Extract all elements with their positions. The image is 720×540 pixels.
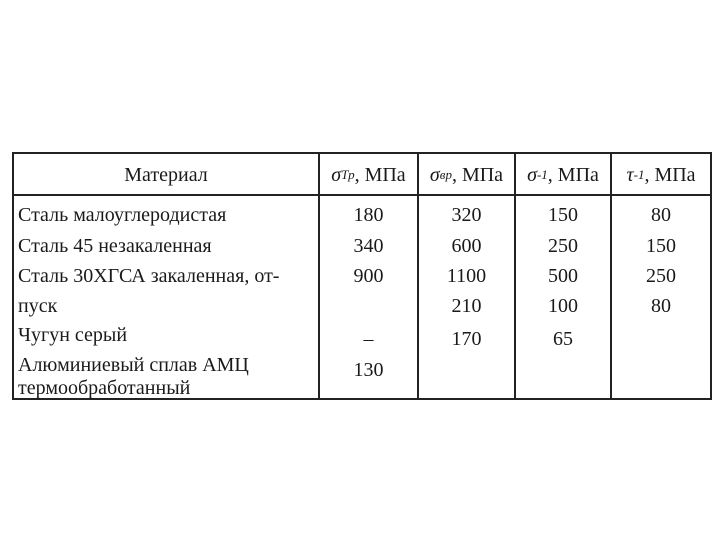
table-row-material: Сталь 45 незакаленная [18,235,212,257]
header-tau-minus1: τ -1 , МПа [626,163,696,186]
table-cell: 80 [651,204,671,226]
table-cell: – [363,328,374,350]
table-cell: 340 [353,235,384,257]
table-cell: 1100 [446,265,487,287]
table-cell: 170 [451,328,482,350]
table-cell: 150 [548,204,578,226]
header-sigma-tr: σ Тр , МПа [331,163,406,186]
table-cell: 320 [451,204,482,226]
table-cell: 65 [553,328,573,350]
table-cell: 600 [451,235,482,257]
table-cell: 210 [451,295,482,317]
table-row-material: Сталь 30ХГСА закаленная, от- [18,265,280,287]
table-cell: 180 [353,204,384,226]
table-row-material: Чугун серый [18,324,128,346]
header-material: Материал [124,163,208,186]
table-row-material: Сталь малоуглеродистая [18,204,227,226]
table-cell: 130 [353,359,384,381]
table-cell: 100 [548,295,578,317]
table-row-material: термообработанный [18,377,191,399]
properties-table [12,152,712,400]
table-cell: 80 [651,295,671,317]
header-sigma-minus1: σ -1 , МПа [527,163,599,186]
header-sigma-vr: σ вр , МПа [429,163,504,186]
table-cell: 500 [548,265,578,287]
table-cell: 900 [353,265,384,287]
table-row-material: Алюминиевый сплав АМЦ [18,354,249,376]
table-cell: 150 [646,235,676,257]
table-cell: 250 [646,265,676,287]
table-row-material: пуск [18,295,58,317]
table-cell: 250 [548,235,578,257]
